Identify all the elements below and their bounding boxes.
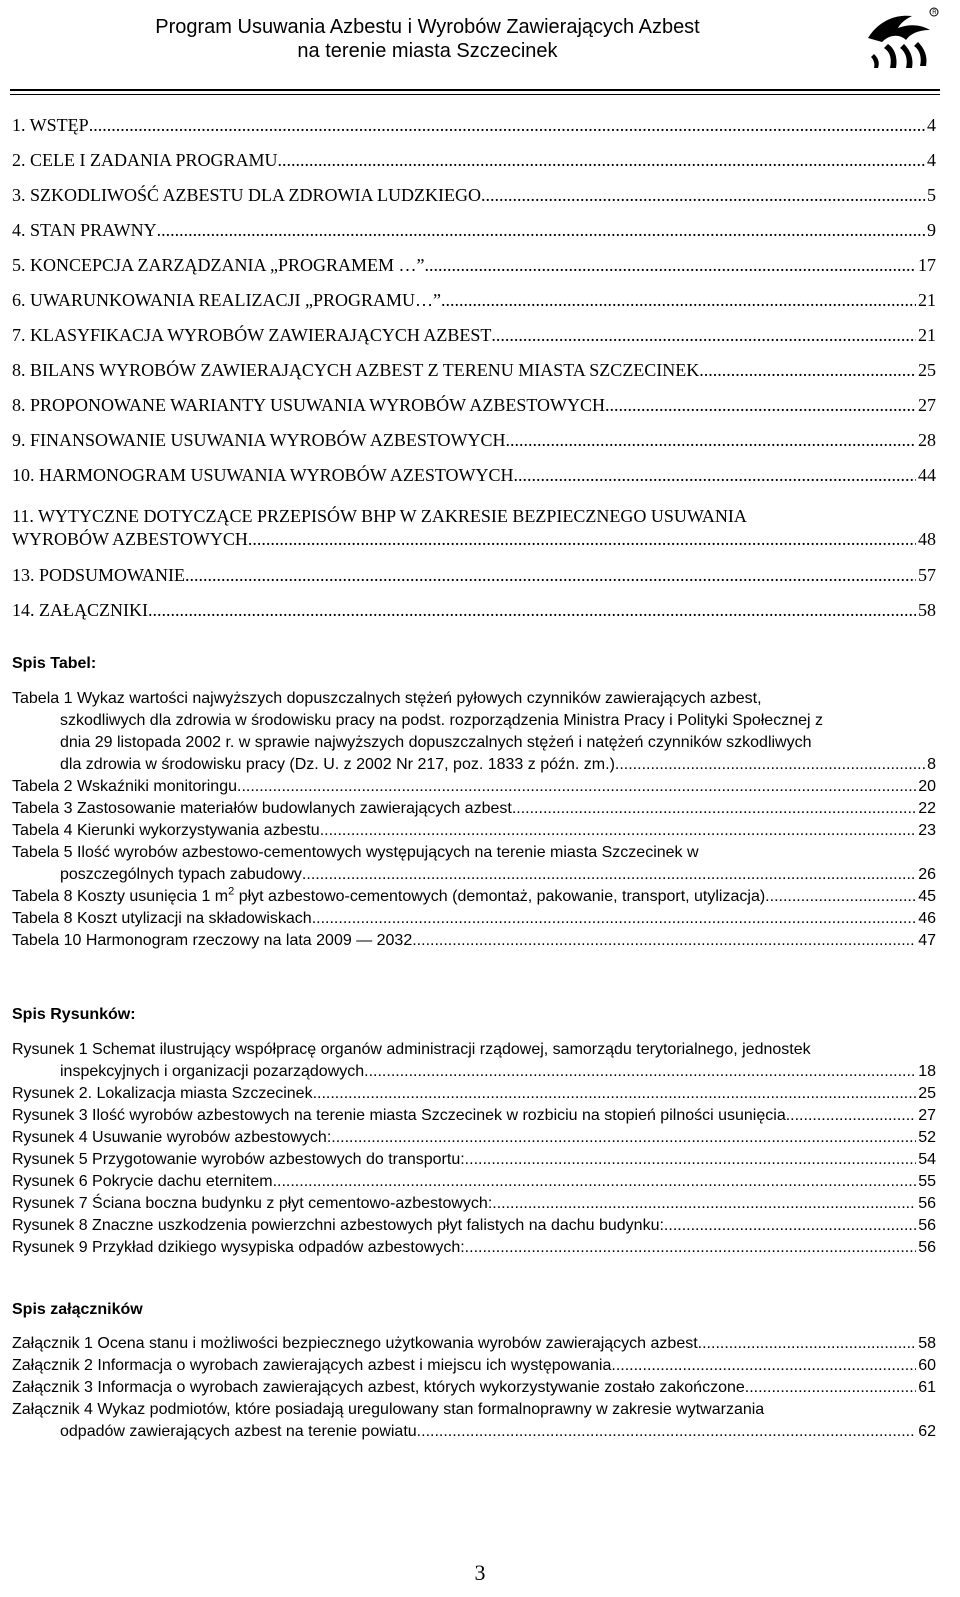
toc-entry[interactable]: 9. FINANSOWANIE USUWANIA WYROBÓW AZBESTOWYCH ..... 28 — [12, 429, 936, 451]
attachment-entry-line[interactable]: Załącznik 4 Wykaz podmiotów, które posiadają uregulowany stan formalnoprawny w zakresie wytwarzania — [12, 1401, 765, 1418]
table-entry-line[interactable]: Tabela 1 Wykaz wartości najwyższych dopuszczalnych stężeń pyłowych czynników zawierających azbest, — [12, 690, 762, 707]
figure-entry[interactable]: Rysunek 7 Ściana boczna budynku z płyt cementowo-azbestowych: ..... 56 — [12, 1194, 936, 1213]
page-header — [0, 0, 960, 96]
page-number: 3 — [474, 1560, 486, 1585]
toc-entry[interactable]: 2. CELE I ZADANIA PROGRAMU ..... 4 — [12, 149, 936, 171]
figures-heading: Spis Rysunków: — [12, 1006, 136, 1023]
tables-heading: Spis Tabel: — [12, 655, 97, 672]
table-entry[interactable]: poszczególnych typach zabudowy ..... 26 — [60, 865, 936, 884]
toc-entry[interactable]: 8. PROPONOWANE WARIANTY USUWANIA WYROBÓW AZBESTOWYCH ..... 27 — [12, 394, 936, 416]
toc-entry[interactable]: 10. HARMONOGRAM USUWANIA WYROBÓW AZESTOWYCH ..... 44 — [12, 464, 936, 486]
attachment-entry[interactable]: Załącznik 2 Informacja o wyrobach zawierających azbest i miejscu ich występowania ..... 60 — [12, 1356, 936, 1375]
table-entry[interactable]: Tabela 2 Wskaźniki monitoringu ..... 20 — [12, 777, 936, 796]
header-title-line1: Program Usuwania Azbestu i Wyrobów Zawierających Azbest — [155, 16, 700, 38]
table-entry-line[interactable]: szkodliwych dla zdrowia w środowisku pracy na podst. rozporządzenia Ministra Pracy i Polityki Społecznej z — [60, 712, 823, 729]
attachment-entry[interactable]: Załącznik 3 Informacja o wyrobach zawierających azbest, których wykorzystywanie zostało zakończone ..... 61 — [12, 1378, 936, 1397]
toc-entry[interactable]: 3. SZKODLIWOŚĆ AZBESTU DLA ZDROWIA LUDZKIEGO ..... 5 — [12, 184, 936, 206]
figure-entry[interactable]: Rysunek 8 Znaczne uszkodzenia powierzchni azbestowych płyt falistych na dachu budynku: ..... 56 — [12, 1216, 936, 1235]
toc-entry[interactable]: 13. PODSUMOWANIE ..... 57 — [12, 564, 936, 586]
figure-entry[interactable]: Rysunek 3 Ilość wyrobów azbestowych na terenie miasta Szczecinek w rozbiciu na stopień pilności usunięcia. ..... 27 — [12, 1106, 936, 1125]
table-entry[interactable]: Tabela 3 Zastosowanie materiałów budowlanych zawierających azbest ..... 22 — [12, 799, 936, 818]
attachments-heading: Spis załączników — [12, 1301, 143, 1318]
table-entry[interactable]: Tabela 8 Koszty usunięcia 1 $m^2$ płyt azbestowo-cementowych (demontaż, pakowanie, transport, utylizacja) ..... 45 — [12, 887, 936, 906]
header-title-line2: na terenie miasta Szczecinek — [297, 40, 558, 62]
toc-entry[interactable]: 8. BILANS WYROBÓW ZAWIERAJĄCYCH AZBEST Z TERENU MIASTA SZCZECINEK ..... 25 — [12, 359, 936, 381]
toc-entry[interactable]: WYROBÓW AZBESTOWYCH ..... 48 — [12, 528, 936, 550]
figure-entry[interactable]: inspekcyjnych i organizacji pozarządowych. ..... 18 — [60, 1062, 936, 1081]
svg-text:R: R — [932, 10, 937, 16]
figure-entry[interactable]: Rysunek 4 Usuwanie wyrobów azbestowych: ..... 52 — [12, 1128, 936, 1147]
table-entry[interactable]: Tabela 4 Kierunki wykorzystywania azbestu ..... 23 — [12, 821, 936, 840]
toc-entry[interactable]: 4. STAN PRAWNY ..... 9 — [12, 219, 936, 241]
figure-entry[interactable]: Rysunek 9 Przykład dzikiego wysypiska odpadów azbestowych: ..... 56 — [12, 1238, 936, 1257]
table-entry[interactable]: Tabela 8 Koszt utylizacji na składowiskach ..... 46 — [12, 909, 936, 928]
toc-entry[interactable]: 1. WSTĘP ..... 4 — [12, 114, 936, 136]
figure-entry[interactable]: Rysunek 6 Pokrycie dachu eternitem ..... 55 — [12, 1172, 936, 1191]
header-rule-thick — [10, 89, 940, 91]
table-entry[interactable]: Tabela 10 Harmonogram rzeczowy na lata 2009 — 2032 ..... 47 — [12, 931, 936, 950]
table-entry-line[interactable]: Tabela 5 Ilość wyrobów azbestowo-cementowych występujących na terenie miasta Szczecinek w — [12, 844, 699, 861]
table-entry-line[interactable]: dnia 29 listopada 2002 r. w sprawie najwyższych dopuszczalnych stężeń i natężeń czynników szkodliwych — [60, 734, 812, 751]
toc-entry[interactable]: 7. KLASYFIKACJA WYROBÓW ZAWIERAJĄCYCH AZBEST ..... 21 — [12, 324, 936, 346]
figure-entry[interactable]: Rysunek 2. Lokalizacja miasta Szczecinek ..... 25 — [12, 1084, 936, 1103]
figure-entry[interactable]: Rysunek 5 Przygotowanie wyrobów azbestowych do transportu: ..... 54 — [12, 1150, 936, 1169]
toc-entry[interactable]: 6. UWARUNKOWANIA REALIZACJI „PROGRAMU…” ..... 21 — [12, 289, 936, 311]
attachment-entry[interactable]: odpadów zawierających azbest na terenie powiatu ..... 62 — [60, 1422, 936, 1441]
header-rule-thin — [10, 94, 940, 95]
toc-entry[interactable]: 5. KONCEPCJA ZARZĄDZANIA „PROGRAMEM …” ..... 17 — [12, 254, 936, 276]
toc-entry[interactable]: 14. ZAŁĄCZNIKI ..... 58 — [12, 599, 936, 621]
figure-entry-line[interactable]: Rysunek 1 Schemat ilustrujący współpracę organów administracji rządowej, samorządu terytorialnego, jednostek — [12, 1041, 811, 1058]
table-entry[interactable]: dla zdrowia w środowisku pracy (Dz. U. z 2002 Nr 217, poz. 1833 z późn. zm.). ..... 8 — [60, 755, 936, 774]
toc-entry-line1[interactable]: 11. WYTYCZNE DOTYCZĄCE PRZEPISÓW BHP W ZAKRESIE BEZPIECZNEGO USUWANIA — [12, 506, 747, 526]
program-logo-icon — [860, 4, 940, 74]
attachment-entry[interactable]: Załącznik 1 Ocena stanu i możliwości bezpiecznego użytkowania wyrobów zawierających azbest ..... 58 — [12, 1334, 936, 1353]
